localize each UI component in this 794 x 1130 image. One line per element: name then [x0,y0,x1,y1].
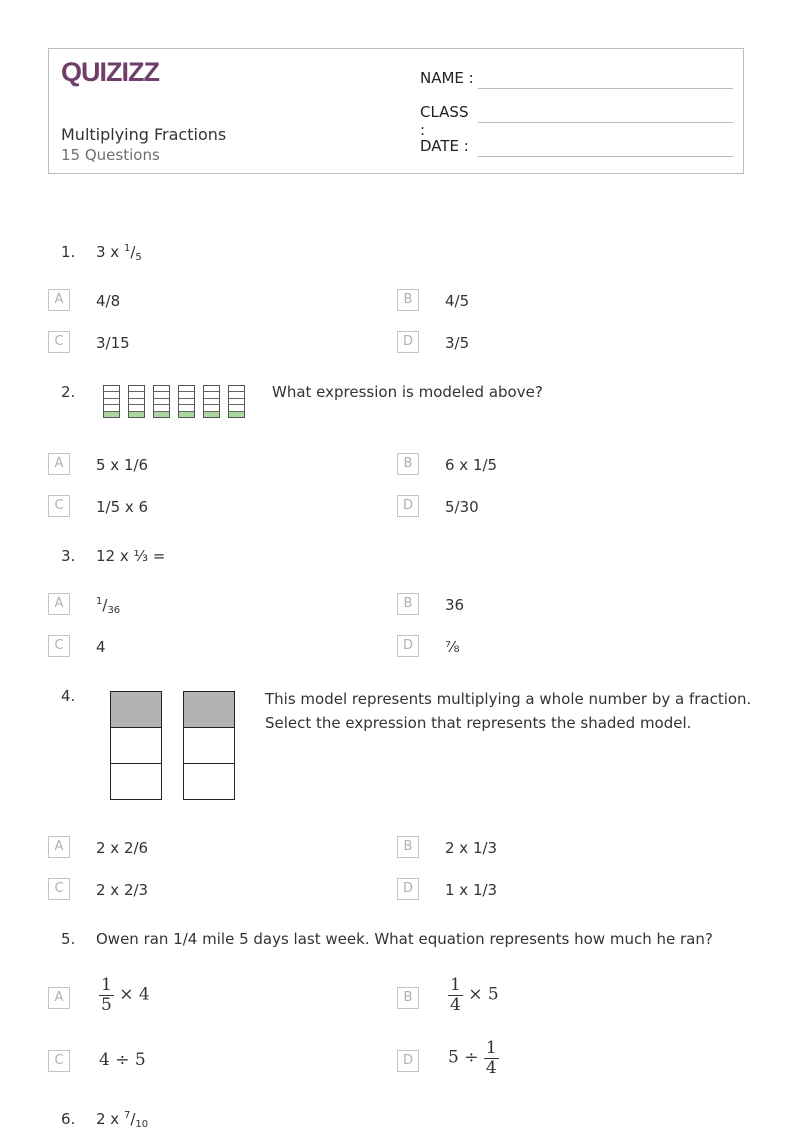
option-text[interactable]: 4 [96,638,106,656]
option-text[interactable]: 2 x 1/3 [445,839,498,857]
prompt-line: This model represents multiplying a whole number by a fraction. [265,690,752,708]
option-math[interactable] [448,976,499,1014]
question-number: 3. [61,547,76,565]
name-line[interactable] [478,88,733,89]
option-letter-d[interactable]: D [397,878,419,900]
denominator: 4 [450,994,461,1015]
date-line[interactable] [478,156,733,157]
tube-section-shaded [104,412,119,417]
option-letter-b[interactable]: B [397,836,419,858]
block-section [111,764,161,799]
tube-section-shaded [154,412,169,417]
option-letter-d[interactable]: D [397,635,419,657]
prompt-text: 2 x [96,1110,124,1128]
denominator: 4 [485,1057,497,1078]
option-letter-c[interactable]: C [48,495,70,517]
prompt-numerator: 7 [123,1110,131,1121]
fraction-block [183,691,235,800]
question-5-prompt: Owen ran 1/4 mile 5 days last week. What equation represents how much he ran? [96,930,713,948]
worksheet-title: Multiplying Fractions [61,125,227,144]
option-letter-c[interactable]: C [48,1050,70,1072]
quizizz-logo: QUIZIZZ [61,57,159,87]
tube-section-shaded [229,412,244,417]
question-count: 15 Questions [61,146,160,164]
block-section-shaded [184,692,234,728]
name-label: NAME : [420,69,474,87]
question-number: 4. [61,687,76,705]
question-number: 2. [61,383,76,401]
fraction-tube [203,385,220,418]
option-letter-b[interactable]: B [397,593,419,615]
fraction [448,976,463,1014]
option-letter-d[interactable]: D [397,331,419,353]
option-text[interactable]: 6 x 1/5 [445,456,498,474]
option-text[interactable]: ⅞ [445,638,460,656]
option-letter-c[interactable]: C [48,331,70,353]
option-letter-d[interactable]: D [397,1050,419,1072]
operator: × [468,984,483,1005]
prompt-text: 3 x [96,243,124,261]
option-denominator: 36 [107,605,121,616]
numerator: 1 [485,1038,497,1058]
prompt-numerator: 1 [123,243,131,254]
option-slash: / [102,596,108,614]
option-letter-b[interactable]: B [397,987,419,1009]
option-math[interactable] [99,976,150,1014]
option-text[interactable]: 3/5 [445,334,470,352]
option-numerator: 1 [96,596,103,607]
option-letter-a[interactable]: A [48,987,70,1009]
operand: 4 [99,1050,110,1070]
option-text[interactable]: 36 [445,596,465,614]
option-text[interactable]: 2 x 2/6 [96,839,149,857]
option-letter-a[interactable]: A [48,836,70,858]
option-math[interactable] [448,1039,499,1077]
question-4-prompt [265,687,751,735]
operand: 5 [487,984,499,1005]
date-field[interactable] [420,137,476,155]
option-text[interactable]: 1/5 x 6 [96,498,149,516]
operator: ÷ [115,1050,130,1070]
block-section [184,764,234,799]
numerator: 1 [450,975,461,995]
class-line[interactable] [478,122,733,123]
tube-section-shaded [204,412,219,417]
option-text[interactable]: 4/5 [445,292,470,310]
option-letter-a[interactable]: A [48,593,70,615]
option-letter-b[interactable]: B [397,453,419,475]
option-text[interactable]: 5 x 1/6 [96,456,149,474]
question-6-prompt [96,1110,148,1130]
worksheet-header [48,48,744,174]
question-3-prompt: 12 x ⅓ = [96,547,166,565]
fraction-block [110,691,162,800]
option-letter-a[interactable]: A [48,289,70,311]
option-text[interactable]: 3/15 [96,334,130,352]
question-2-prompt: What expression is modeled above? [272,383,543,401]
option-text[interactable]: 1 x 1/3 [445,881,498,899]
option-letter-d[interactable]: D [397,495,419,517]
operator: × [119,984,134,1005]
option-text[interactable]: 5/30 [445,498,479,516]
operand: 5 [448,1047,459,1068]
question-1-prompt [96,243,142,263]
operator: ÷ [464,1047,479,1068]
prompt-line: Select the expression that represents the shaded model. [265,714,692,732]
fraction-tube [103,385,120,418]
question-number: 6. [61,1110,76,1128]
tube-section-shaded [129,412,144,417]
option-text[interactable] [96,596,120,616]
prompt-slash: / [130,1110,136,1128]
option-text[interactable]: 4/8 [96,292,121,310]
fraction-tube [153,385,170,418]
fraction-tube [178,385,195,418]
option-letter-c[interactable]: C [48,878,70,900]
prompt-slash: / [130,243,136,261]
block-section [111,728,161,764]
option-text[interactable]: 2 x 2/3 [96,881,149,899]
class-label: CLASS : [420,103,469,139]
option-letter-a[interactable]: A [48,453,70,475]
class-field[interactable] [420,103,476,139]
prompt-denominator: 10 [135,1119,149,1130]
tube-section-shaded [179,412,194,417]
operand: 5 [134,1050,146,1070]
option-letter-c[interactable]: C [48,635,70,657]
name-field[interactable] [420,69,476,87]
option-letter-b[interactable]: B [397,289,419,311]
operand: 4 [138,984,150,1005]
denominator: 5 [101,994,112,1015]
date-label: DATE : [420,137,469,155]
prompt-denominator: 5 [135,252,142,263]
fraction [99,976,114,1014]
question-number: 5. [61,930,76,948]
fraction [484,1039,499,1077]
question-number: 1. [61,243,76,261]
fraction-tube [228,385,245,418]
block-section-shaded [111,692,161,728]
block-section [184,728,234,764]
option-math[interactable] [99,1050,146,1070]
fraction-tube [128,385,145,418]
numerator: 1 [101,975,112,995]
